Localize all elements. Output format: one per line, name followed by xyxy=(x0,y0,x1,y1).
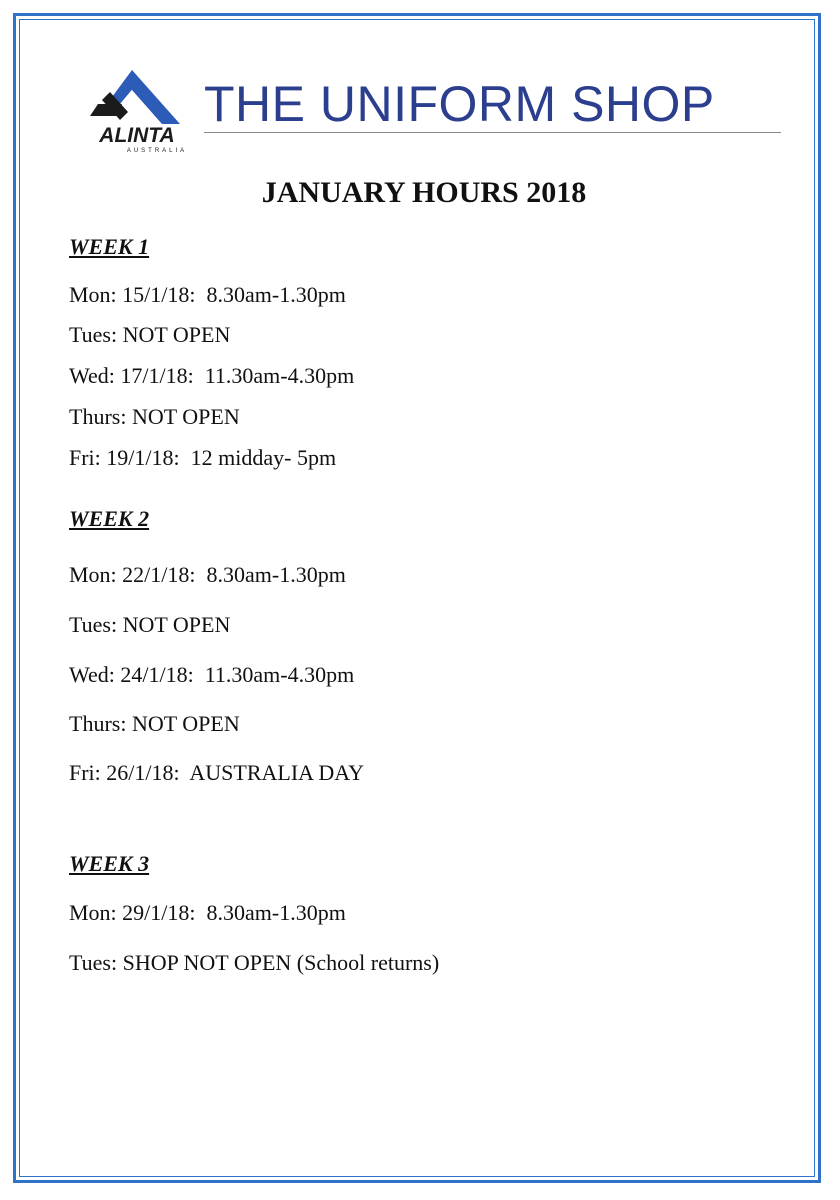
shop-title: THE UNIFORM SHOP xyxy=(204,76,715,132)
week-1-line-tues: Tues: NOT OPEN xyxy=(69,322,231,347)
alinta-mark-icon xyxy=(76,68,198,128)
document-title: JANUARY HOURS 2018 xyxy=(261,176,587,209)
week-2-line-thurs: Thurs: NOT OPEN xyxy=(69,711,240,736)
week-1-line-thurs: Thurs: NOT OPEN xyxy=(69,404,240,429)
week-2-line-wed: Wed: 24/1/18: 11.30am-4.30pm xyxy=(69,662,355,687)
week-3-heading: WEEK 3 xyxy=(69,851,150,876)
week-2-line-mon: Mon: 22/1/18: 8.30am-1.30pm xyxy=(69,562,346,587)
alinta-logo xyxy=(76,68,198,158)
week-2-line-fri: Fri: 26/1/18: AUSTRALIA DAY xyxy=(69,760,365,785)
week-1-line-mon: Mon: 15/1/18: 8.30am-1.30pm xyxy=(69,282,346,307)
week-3-line-mon: Mon: 29/1/18: 8.30am-1.30pm xyxy=(69,900,346,925)
logo-subtext: AUSTRALIA xyxy=(126,148,188,154)
week-2-line-tues: Tues: NOT OPEN xyxy=(69,612,231,637)
logo-wordmark: ALINTA xyxy=(99,124,175,147)
week-1-heading: WEEK 1 xyxy=(69,234,150,259)
week-2-heading: WEEK 2 xyxy=(69,506,150,531)
header-rule xyxy=(204,132,781,133)
week-1-line-wed: Wed: 17/1/18: 11.30am-4.30pm xyxy=(69,363,355,388)
week-1-line-fri: Fri: 19/1/18: 12 midday- 5pm xyxy=(69,445,337,470)
week-3-line-tues: Tues: SHOP NOT OPEN (School returns) xyxy=(69,950,440,975)
